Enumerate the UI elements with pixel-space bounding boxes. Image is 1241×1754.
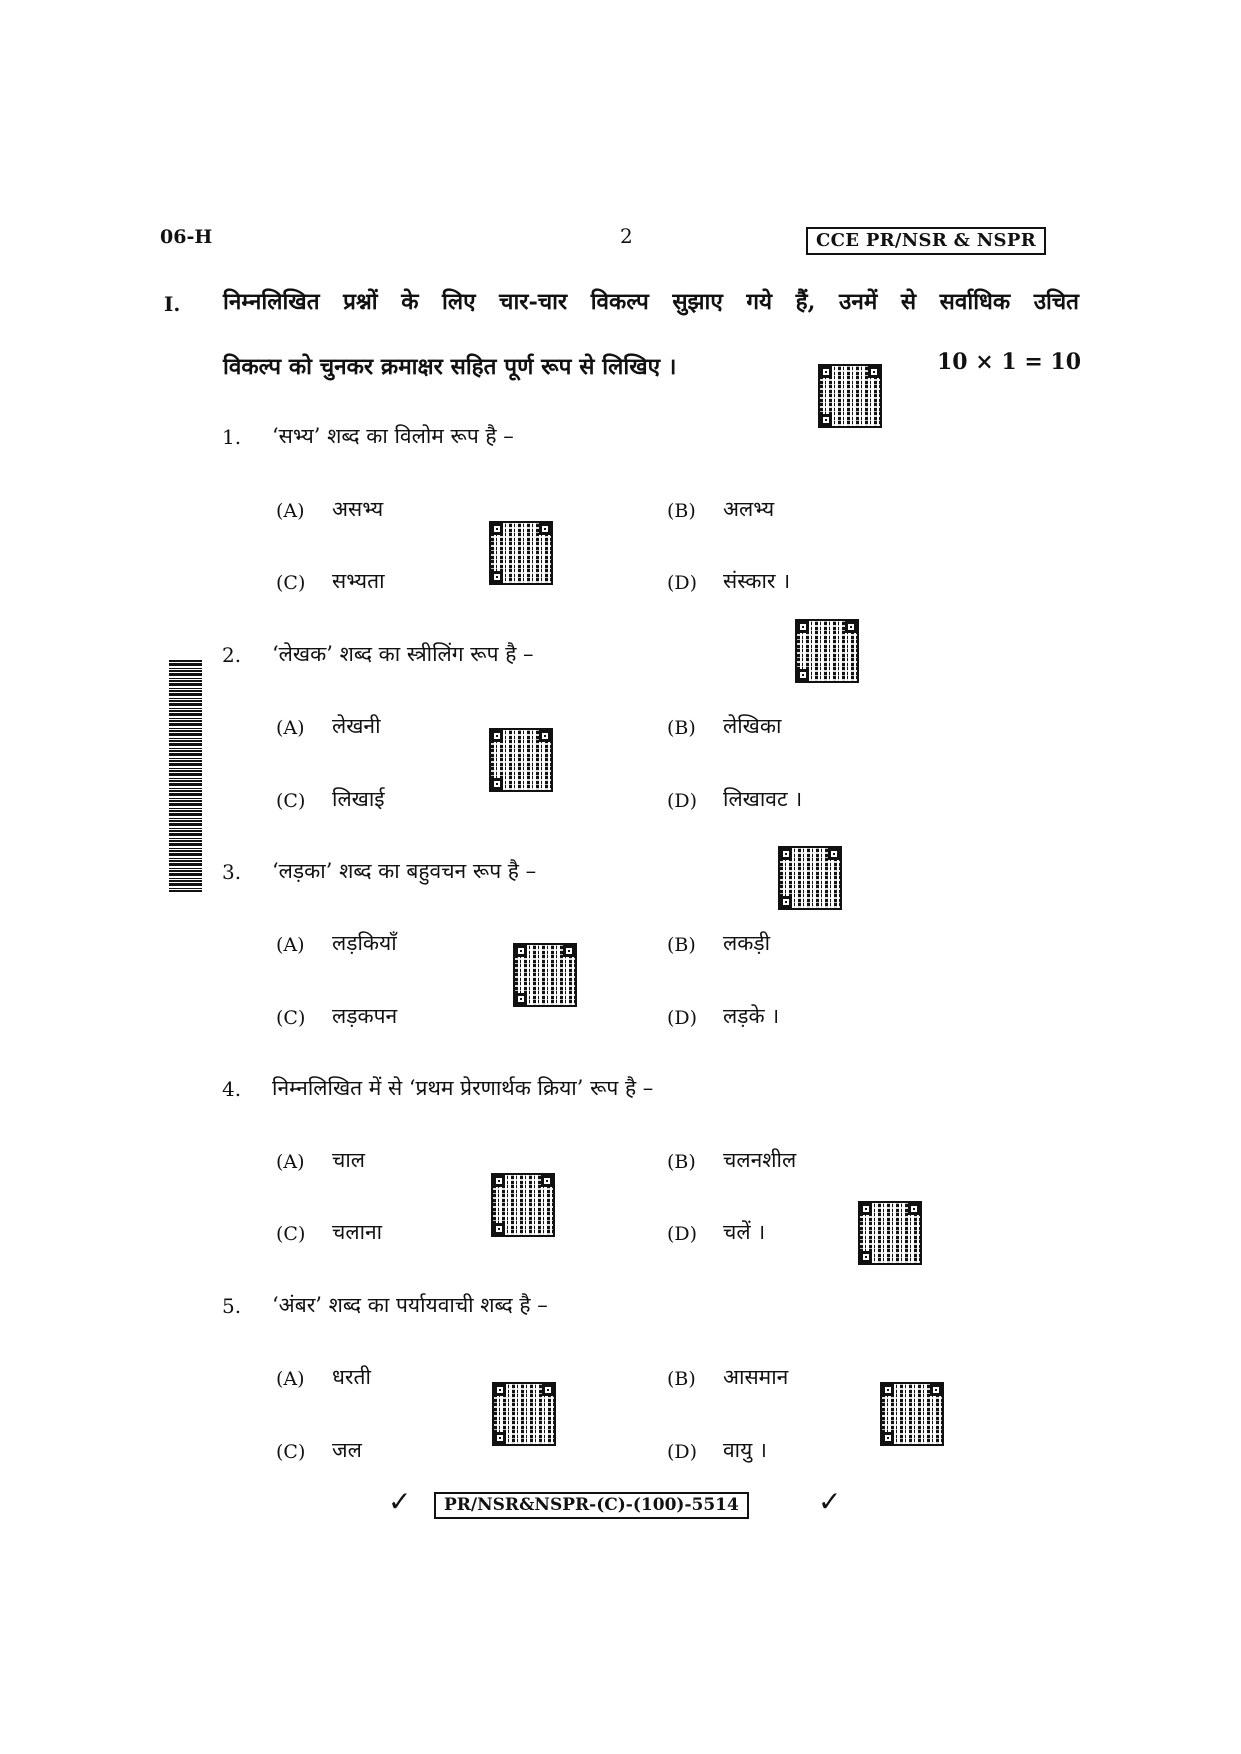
paper-code: 06-H xyxy=(160,226,213,248)
option-text: लकड़ी xyxy=(723,931,771,955)
question-text: ‘लड़का’ शब्द का बहुवचन रूप है – xyxy=(272,859,537,883)
option-label: (C) xyxy=(276,1007,306,1029)
series-box: CCE PR/NSR & NSPR xyxy=(806,227,1046,255)
option-label: (C) xyxy=(276,1223,306,1245)
option-text: संस्कार । xyxy=(723,569,791,593)
option-label: (A) xyxy=(276,717,305,739)
marks-allotment: 10 × 1 = 10 xyxy=(937,349,1082,375)
option-text: चलें । xyxy=(723,1220,766,1244)
qr-code-icon xyxy=(491,523,551,583)
question-text: ‘लेखक’ शब्द का स्त्रीलिंग रूप है – xyxy=(272,642,534,666)
question-number: 4. xyxy=(222,1077,242,1101)
barcode-icon xyxy=(165,660,202,892)
option-text: अलभ्य xyxy=(723,497,775,521)
option-text: सभ्यता xyxy=(332,569,385,593)
question-number: 1. xyxy=(222,425,242,449)
question-text: ‘अंबर’ शब्द का पर्यायवाची शब्द है – xyxy=(272,1293,548,1317)
option-label: (A) xyxy=(276,1368,305,1390)
option-text: चलनशील xyxy=(723,1148,797,1172)
option-label: (C) xyxy=(276,572,306,594)
question-number: 3. xyxy=(222,860,242,884)
option-label: (C) xyxy=(276,1441,306,1463)
option-text: लिखावट । xyxy=(723,787,803,811)
instruction-line-1: निम्नलिखित प्रश्नों के लिए चार-चार विकल्प सुझाए गये हैं, उनमें से सर्वाधिक उचित xyxy=(223,289,1079,315)
qr-code-icon xyxy=(860,1203,920,1263)
option-label: (B) xyxy=(667,934,696,956)
qr-code-icon xyxy=(494,1384,554,1444)
option-label: (D) xyxy=(667,572,698,594)
qr-code-icon xyxy=(493,1175,553,1235)
option-text: असभ्य xyxy=(332,497,384,521)
option-label: (D) xyxy=(667,790,698,812)
question-number: 2. xyxy=(222,643,242,667)
option-text: वायु । xyxy=(723,1438,767,1462)
option-label: (A) xyxy=(276,934,305,956)
option-text: लेखिका xyxy=(723,714,782,738)
option-label: (B) xyxy=(667,1368,696,1390)
option-label: (D) xyxy=(667,1007,698,1029)
question-text: निम्नलिखित में से ‘प्रथम प्रेरणार्थक क्रिया’ रूप है – xyxy=(272,1076,654,1100)
option-text: लड़कपन xyxy=(332,1004,398,1028)
question-number: 5. xyxy=(222,1294,242,1318)
option-text: आसमान xyxy=(723,1365,789,1389)
qr-code-icon xyxy=(780,848,840,908)
option-label: (A) xyxy=(276,500,305,522)
qr-code-icon xyxy=(797,621,857,681)
option-text: चलाना xyxy=(332,1220,383,1244)
option-label: (C) xyxy=(276,790,306,812)
option-text: लड़के । xyxy=(723,1004,780,1028)
option-label: (B) xyxy=(667,1151,696,1173)
tick-mark-icon: ✓ xyxy=(388,1485,412,1518)
page-number: 2 xyxy=(620,224,633,248)
option-text: लेखनी xyxy=(332,714,381,738)
qr-code-icon xyxy=(515,945,575,1005)
section-number: I. xyxy=(164,292,181,316)
option-text: धरती xyxy=(332,1365,371,1389)
option-text: जल xyxy=(332,1438,362,1462)
option-label: (D) xyxy=(667,1441,698,1463)
option-label: (B) xyxy=(667,717,696,739)
qr-code-icon xyxy=(882,1384,942,1444)
option-text: चाल xyxy=(332,1148,366,1172)
option-label: (A) xyxy=(276,1151,305,1173)
footer-code-box: PR/NSR&NSPR-(C)-(100)-5514 xyxy=(434,1492,749,1519)
option-text: लड़कियाँ xyxy=(332,931,397,955)
qr-code-icon xyxy=(491,730,551,790)
option-label: (B) xyxy=(667,500,696,522)
option-label: (D) xyxy=(667,1223,698,1245)
instruction-line-2: विकल्प को चुनकर क्रमाक्षर सहित पूर्ण रूप से लिखिए । xyxy=(223,354,677,380)
tick-mark-icon: ✓ xyxy=(818,1485,842,1518)
qr-code-icon xyxy=(820,366,880,426)
option-text: लिखाई xyxy=(332,787,385,811)
question-text: ‘सभ्य’ शब्द का विलोम रूप है – xyxy=(272,424,514,448)
